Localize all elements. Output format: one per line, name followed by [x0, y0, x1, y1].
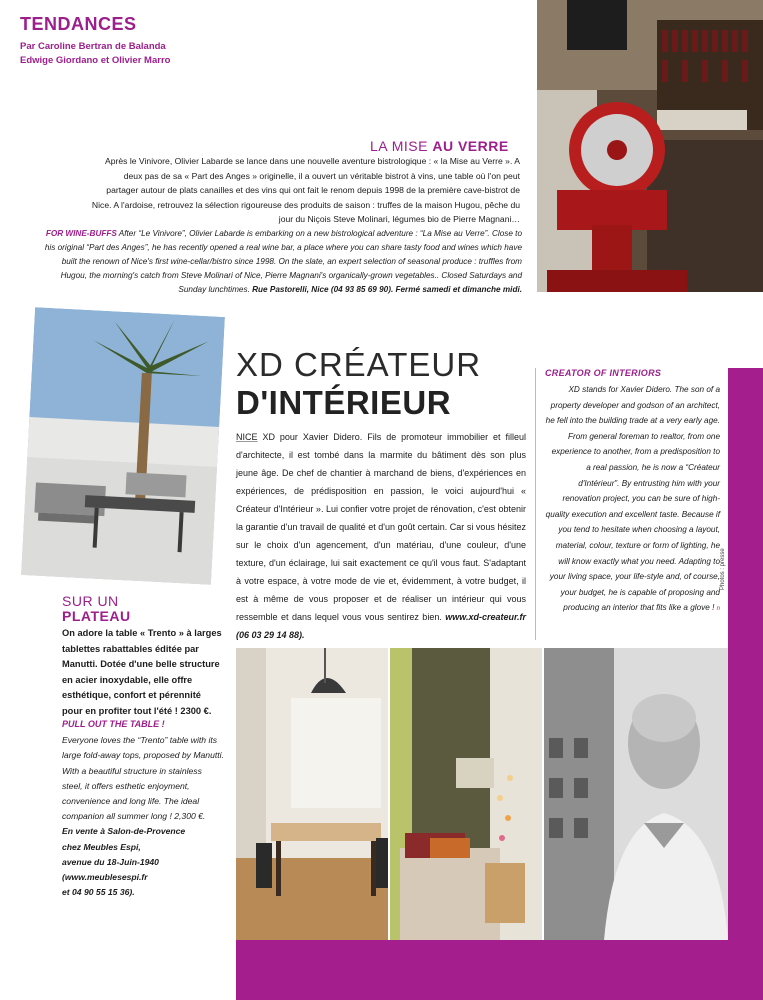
sur-un-plateau-title [62, 594, 131, 624]
mise-en-title: FOR WINE-BUFFS [45, 229, 117, 238]
photo-dining-room [236, 648, 388, 940]
creator-title: CREATOR OF INTERIORS [545, 368, 662, 378]
xd-body: XD pour Xavier Didero. Fils de promoteur immobilier et filleul d'architecte, il est tombé dans la marmite du bâtiment dès son plus jeune âge. De chef de chantier à marchand de biens, d'expériences en expériences, de prédisposition en passion, le voici aujourd'hui « Créateur d'Intérieur ». Lui confier votre projet de rénovation, c'est obtenir la garantie d'un travail de qualité et d'un goût certain. Car si vous hésitez sur le choix d'un agencement, d'un matériau, d'une couleur, d'une texture, d'un éclairage, lui sait exactement ce qu'il vous faut. S'adaptant à votre espace, à votre mode de vie et, évidemment, à votre budget, il est à même de vous proposer et de réaliser un intérieur qui vous ressemble et dans lequel vous vous sentirez bien. [236, 432, 526, 622]
section-title: TENDANCES [20, 14, 137, 34]
xd-body-text [236, 428, 526, 644]
photo-trento-table-terrace [21, 307, 225, 585]
xd-lead: NICE [236, 432, 258, 442]
mise-title-plain: LA MISE [370, 138, 433, 154]
mise-au-verre-title [370, 138, 509, 154]
plateau-address-2: chez Meubles Espi, [62, 841, 141, 852]
mise-au-verre-english-text [40, 227, 522, 297]
plateau-title-plain: SUR UN [62, 593, 119, 609]
creator-body: XD stands for Xavier Didero. The son of a property developer and godson of an architect, he fell into the building trade at a very early age. From general foreman to realtor, from one experience to another, from a predisposition to a real passion, he is now a “Créateur d'Intérieur”. By entrusting him with your renovation project, you can be sure of high-quality execution and excellent taste. Because if you tend to hesitate when choosing a layout, material, colour, texture or form of lighting, he will know exactly what you need. Adapting to your living space, your life-style and, of course, your budget, he is capable of proposing and producing an interior that fits like a glove ! [545, 385, 720, 613]
plateau-address-4: (www.meublesespi.fr [62, 872, 148, 883]
authors-line-2: Edwige Giordano et Olivier Marro [20, 55, 171, 66]
xd-contact: www.xd-createur.fr (06 03 29 14 88). [236, 612, 526, 640]
authors [20, 40, 210, 68]
creator-of-interiors-column [545, 368, 720, 618]
purple-bottom-band [236, 940, 763, 1000]
photo-wine-bar-slicer [537, 0, 763, 292]
creator-text [545, 382, 720, 618]
end-mark: n [716, 606, 720, 613]
plateau-title-bold: PLATEAU [62, 608, 131, 624]
plateau-address-3: avenue du 18-Juin-1940 [62, 856, 159, 867]
xd-title-line-2: D'INTÉRIEUR [236, 384, 452, 421]
purple-accent-panel [728, 368, 763, 648]
plateau-french-text: On adore la table « Trento » à larges tablettes rabattables éditée par Manutti. Dotée d'une belle structure en acier inoxydable, elle offre esthétique, confort et pérennité pour en profiter tout l'été ! 2300 €. [62, 628, 222, 716]
photo-credit: Photos : presse [720, 548, 726, 590]
mise-au-verre-french-text: Après le Vinivore, Olivier Labarde se lance dans une nouvelle aventure bistrologique : « la Mise au Verre ». A deux pas de sa « Part des Anges » originelle, il a ouvert un véritable bistrot à vins, une table où l'on peut partager autour de plats canailles et des vins qui ont fait le renom depuis 1998 de la première cave-bistrot de Nice. A l'ardoise, retrouvez la sélection rigoureuse des produits de saison : truffes de la maison Hugou, pêche du jour du Niçois Steve Molinari, légumes bio de Pierre Magnani… [91, 156, 520, 225]
photo-xavier-didero-portrait [544, 648, 728, 940]
plateau-en-body: Everyone loves the “Trento” table with its large fold-away tops, proposed by Manutti. With a beautiful structure in stainless steel, it offers esthetic enjoyment, convenience and long life. The ideal companion all summer long ! 2,300 €. [62, 735, 224, 822]
column-divider [535, 368, 536, 640]
plateau-address-5: et 04 90 55 15 36). [62, 887, 135, 898]
mise-address: Rue Pastorelli, Nice (04 93 85 69 90). Fermé samedi et dimanche midi. [252, 284, 522, 294]
plateau-address [62, 824, 224, 900]
mise-en-body: After “Le Vinivore”, Olivier Labarde is embarking on a new bistrological adventure : “La Mise au Verre”. Close to his original “Part des Anges”, he has recently opened a real wine bar, a place where you can share tasty food and wines which have built the renown of Nice's first wine-cellar/bistro since 1998. On the slate, an expert selection of seasonal produce : truffles from Hugou, the morning's catch from Steve Molinari of Nice, Pierre Magnani's organically-grown vegetables.. Closed Saturdays and Sunday lunchtimes. [44, 229, 522, 294]
plateau-address-1: En vente à Salon-de-Provence [62, 826, 186, 837]
plateau-english-text [62, 717, 224, 900]
photo-bedroom [390, 648, 542, 940]
authors-line-1: Par Caroline Bertran de Balanda [20, 41, 166, 52]
mise-title-bold: AU VERRE [432, 138, 509, 154]
xd-title-line-1: XD CRÉATEUR [236, 346, 482, 383]
plateau-en-title: PULL OUT THE TABLE ! [62, 719, 165, 729]
